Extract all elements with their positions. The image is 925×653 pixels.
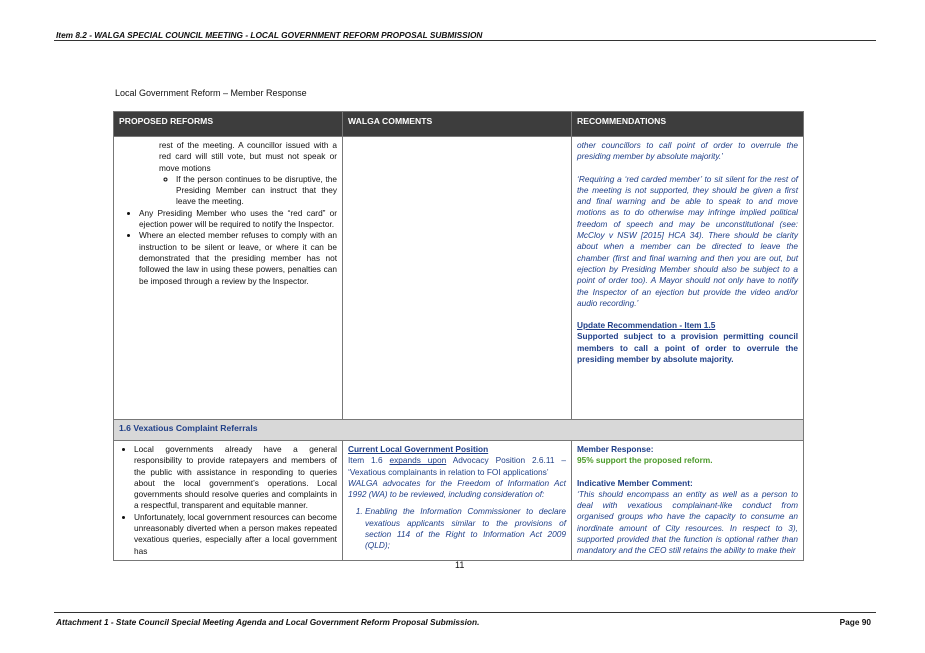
member-response-label: Member Response: bbox=[577, 444, 654, 454]
bullet-list bbox=[119, 444, 337, 557]
item-ref: Item 1.6 bbox=[348, 455, 383, 466]
footer-rule bbox=[54, 612, 876, 613]
list-item: ◦ If the person continues to be disruptive, the Presiding Member can instruct that they leave the meeting. bbox=[176, 174, 337, 208]
sub-bullet-list bbox=[119, 174, 337, 208]
recommendation-text: other councillors to call point of order to overrule the presiding member by absolute majority.’ bbox=[577, 140, 798, 162]
advocacy-reference bbox=[348, 455, 566, 478]
support-percentage: 95% support the proposed reform. bbox=[577, 455, 713, 466]
indicative-comment-text: ‘This should encompass an entity as well as a person to deal with vexatious complainant-like conduct from organised groups who have the capacity to consume an inordinate amount of City resources. In respect to 3), supported provided that the function is optional rather than mandatory and the CEO still retains the ability to make their bbox=[577, 488, 798, 556]
update-recommendation-text: Supported subject to a provision permitting council members to call a point of order to overrule the presiding member by absolute majority. bbox=[577, 331, 798, 365]
reforms-cell bbox=[114, 137, 343, 420]
column-header-proposed-reforms: PROPOSED REFORMS bbox=[114, 112, 343, 137]
expands-upon-text: expands upon bbox=[389, 455, 447, 466]
reforms-cell bbox=[114, 441, 343, 561]
column-header-walga-comments: WALGA COMMENTS bbox=[343, 112, 572, 137]
table-header-row bbox=[114, 112, 804, 137]
page-number: 11 bbox=[455, 560, 465, 570]
page-header-title: Item 8.2 - WALGA SPECIAL COUNCIL MEETING - LOCAL GOVERNMENT REFORM PROPOSAL SUBMISSION bbox=[56, 30, 483, 40]
section-heading: 1.6 Vexatious Complaint Referrals bbox=[114, 420, 804, 441]
column-header-recommendations: RECOMMENDATIONS bbox=[572, 112, 804, 137]
current-position-heading: Current Local Government Position bbox=[348, 444, 489, 454]
section-row bbox=[114, 420, 804, 441]
list-item: • Any Presiding Member who uses the “red card” or ejection power will be required to notify the Inspector. bbox=[139, 208, 337, 231]
walga-comments-cell bbox=[343, 137, 572, 420]
recommendation-text: ‘Requiring a ‘red carded member’ to sit silent for the rest of the meeting is not supported, they should be given a first and final warning and be able to speak to and move motions as to do otherwise may infringe implied political freedom of speech and may be unconstitutional (see: McCloy v NSW [2015] HCA 34). There should be clarity about when a member can be directed to leave the chamber (first and final warning and then you are out, but ejection by Presiding Member should also be subject to a point of order too). A Mayor should not only have to notify the Inspector of an ejection but provide the video and/or audio recording.’ bbox=[577, 173, 798, 308]
header-rule bbox=[54, 40, 876, 41]
advocacy-position: Advocacy Position 2.6.11 – ‘Vexatious complainants in relation to FOI applications’ bbox=[348, 455, 566, 477]
bullet-list bbox=[119, 208, 337, 287]
advocacy-text: WALGA advocates for the Freedom of Information Act 1992 (WA) to be reviewed, including consideration of: bbox=[348, 477, 566, 500]
document-subtitle: Local Government Reform – Member Response bbox=[115, 88, 307, 98]
footer-text: Attachment 1 - State Council Special Meeting Agenda and Local Government Reform Proposal Submission. bbox=[56, 617, 480, 627]
walga-comments-cell bbox=[343, 441, 572, 561]
list-item: • Local governments already have a general responsibility to provide ratepayers and members of the public with assistance in responding to queries about the local government’s operations. Local governments should resolve queries and complaints in a respectful, transparent and equitable manner. bbox=[134, 444, 337, 512]
footer-page: Page 90 bbox=[839, 617, 871, 627]
recommendations-cell bbox=[572, 441, 804, 561]
table-row bbox=[114, 137, 804, 420]
list-item: • Where an elected member refuses to comply with an instruction to be silent or leave, or where it can be demonstrated that the presiding member has not followed the law in using these powers, penalties can be imposed through a review by the Inspector. bbox=[139, 230, 337, 286]
reform-continuation: rest of the meeting. A councillor issued with a red card will still vote, but must not speak or move motions bbox=[159, 140, 337, 173]
recommendations-cell bbox=[572, 137, 804, 420]
indicative-comment-label: Indicative Member Comment: bbox=[577, 477, 693, 488]
table-row bbox=[114, 441, 804, 561]
update-recommendation-heading: Update Recommendation - Item 1.5 bbox=[577, 320, 716, 331]
list-item: 1. Enabling the Information Commissioner to declare vexatious applicants similar to the provisions of section 114 of the Right to Information Act 2009 (QLD); bbox=[365, 506, 566, 551]
reform-table bbox=[113, 111, 804, 561]
consideration-list bbox=[348, 506, 566, 551]
list-item: • Unfortunately, local government resources can become unreasonably diverted when a person makes repeated vexatious queries, especially after a local government has bbox=[134, 512, 337, 557]
